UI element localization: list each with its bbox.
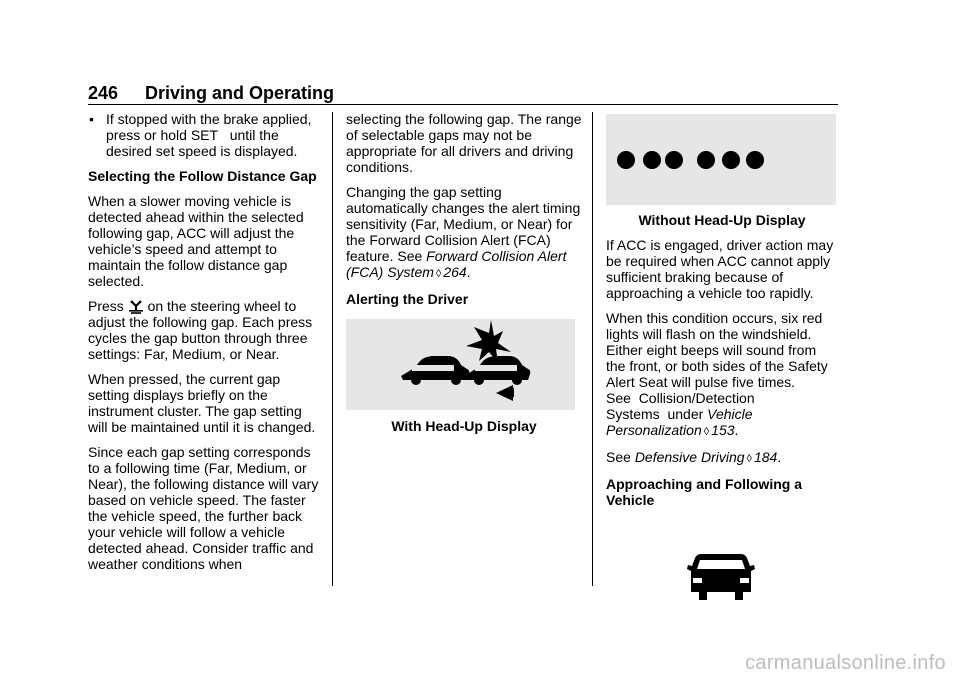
paragraph: If ACC is engaged, driver action may be required when ACC cannot apply sufficient braking because of approaching a vehicle too rapidly. <box>606 237 834 301</box>
see-label: See <box>606 449 631 465</box>
link-forward-collision-alert[interactable]: Forward Collision Alert (FCA) System <box>346 248 567 280</box>
page-header <box>88 83 838 105</box>
figure-caption: Without Head-Up Display <box>638 212 806 228</box>
section-title: Driving and Operating <box>145 83 335 103</box>
paragraph: selecting the following gap. The range of selectable gaps may not be appropriate for all drivers and driving conditions. <box>346 111 582 175</box>
heading-approaching: Approaching and Following a Vehicle <box>606 476 802 508</box>
header-rule <box>88 104 838 105</box>
column-divider <box>332 112 333 586</box>
bullet-dot: • <box>89 111 94 127</box>
red-light-dot-icon <box>643 151 661 169</box>
red-light-dot-icon <box>722 151 740 169</box>
column-divider <box>592 112 593 586</box>
link-vehicle-personalization[interactable]: Vehicle Personalization <box>606 406 753 438</box>
paragraph-see: See Defensive Driving ◊ 184. <box>606 449 782 465</box>
heading-alerting-driver: Alerting the Driver <box>346 291 469 307</box>
figure-caption: With Head-Up Display <box>391 418 537 434</box>
red-light-dot-icon <box>697 151 715 169</box>
red-lights-illustration <box>606 114 836 205</box>
paragraph: Since each gap setting corresponds to a following time (Far, Medium, or Near), the following distance will vary based on vehicle speed. The faster the vehicle speed, the further back your vehicle will follow a vehicle detected ahead. Consider traffic and weather conditions when <box>88 444 319 572</box>
press-text: on the steering wheel to adjust the following gap. Each press cycles the gap button through three settings: Far, Medium, or Near. <box>88 298 313 362</box>
no-hud-figure <box>606 114 836 205</box>
page-reference[interactable]: 184 <box>753 449 778 465</box>
heading-follow-distance-gap: Selecting the Follow Distance Gap <box>88 168 317 184</box>
watermark: carmanualsonline.info <box>745 652 946 674</box>
bullet-text: If stopped with the brake applied, press or hold SET until the desired set speed is displayed. <box>106 111 312 159</box>
steering-gap-icon <box>128 299 144 314</box>
press-label: Press <box>88 298 124 314</box>
paragraph-text: When this condition occurs, six red lights will flash on the windshield. Either eight beeps will sound from the front, or both sides of the Safety Alert Seat will pulse five times. See Collision/Detection Systems under <box>606 310 828 422</box>
vehicle-ahead-icon <box>464 356 530 385</box>
paragraph-text: Changing the gap setting automatically changes the alert timing sensitivity (Far, Medium, or Near) for the Forward Collision Alert (FCA) feature. See <box>346 184 581 264</box>
red-light-dot-icon <box>746 151 764 169</box>
column-2 <box>346 111 582 443</box>
page-number: 246 <box>88 83 119 103</box>
page-ref-icon: ◊ <box>435 268 442 280</box>
paragraph-fca: Changing the gap setting automatically changes the alert timing sensitivity (Far, Medium, or Near) for the Forward Collision Alert (FCA) feature. See Forward Collision Alert (FCA) System ◊ 264. <box>346 184 581 280</box>
car-icon <box>401 356 469 385</box>
bullet-item <box>88 111 324 159</box>
paragraph: When a slower moving vehicle is detected ahead within the selected following gap, ACC will adjust the vehicle’s speed and attempt to maintain the follow distance gap selected. <box>88 193 304 289</box>
hud-illustration <box>346 319 575 410</box>
column-3 <box>606 111 838 602</box>
page-reference[interactable]: 153 <box>711 422 735 438</box>
paragraph-press <box>88 298 324 362</box>
page-reference[interactable]: 264 <box>443 264 467 280</box>
paragraph-lights: When this condition occurs, six red lights will flash on the windshield. Either eight beeps will sound from the front, or both sides of the Safety Alert Seat will pulse five times. See Collision/Detection Systems under Vehicle Personalization ◊ 153. <box>606 310 828 438</box>
page-ref-icon: ◊ <box>703 426 710 438</box>
hud-figure <box>346 319 575 410</box>
column-1 <box>88 111 324 581</box>
link-defensive-driving[interactable]: Defensive Driving <box>634 449 745 465</box>
red-light-dot-icon <box>617 151 635 169</box>
paragraph: When pressed, the current gap setting displays briefly on the instrument cluster. The gap setting will be maintained until it is changed. <box>88 371 316 435</box>
vehicle-ahead-icon <box>687 552 755 602</box>
red-light-dot-icon <box>665 151 683 169</box>
page-ref-icon: ◊ <box>746 453 752 465</box>
